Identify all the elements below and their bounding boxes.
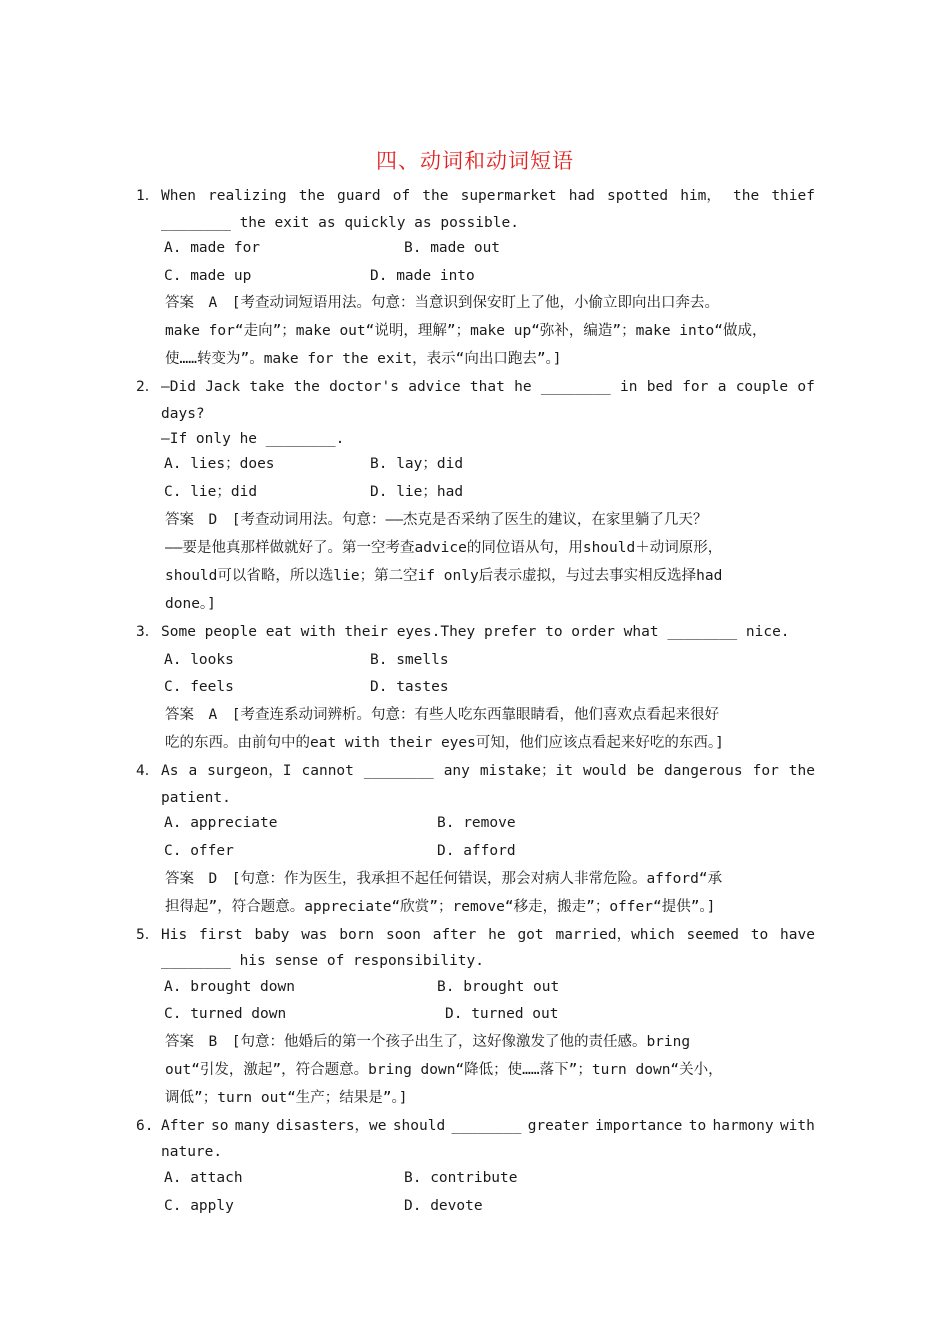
question-stem-continued: —If only he ________.	[161, 431, 345, 447]
option-b: B. lay；did	[370, 456, 464, 472]
stem-word: take	[249, 379, 285, 395]
stem-word: surgeon，I	[207, 763, 292, 779]
stem-word: ________	[540, 379, 611, 395]
stem-word: for	[682, 379, 709, 395]
option-c: C. feels	[164, 679, 234, 695]
stem-word: got	[517, 927, 544, 943]
option-c: C. offer	[164, 843, 234, 859]
answer-explanation: ——要是他真那样做就好了。第一空考查advice的同位语从句，用should＋动词原形，	[165, 540, 723, 556]
question-number: 5．	[136, 927, 160, 943]
option-b: B. remove	[437, 815, 516, 831]
question-stem-continued: ________ his sense of responsibility.	[161, 953, 485, 969]
stem-word: after	[432, 927, 477, 943]
option-d: D. made into	[370, 268, 475, 284]
stem-word: harmony	[712, 1118, 774, 1134]
stem-word: the	[298, 188, 325, 204]
stem-word: As	[161, 763, 179, 779]
stem-word: soon	[385, 927, 421, 943]
option-a: A. brought down	[164, 979, 295, 995]
question-stem	[161, 377, 815, 397]
stem-word: for	[752, 763, 779, 779]
question-number: 1．	[136, 188, 160, 204]
stem-word: thief	[771, 188, 815, 204]
stem-word: first	[199, 927, 243, 943]
stem-word: doctor's	[329, 379, 399, 395]
stem-word: mistake；it	[479, 763, 573, 779]
stem-word: be	[636, 763, 655, 779]
answer-explanation: 使……转变为”。make for the exit，表示“向出口跑去”。]	[165, 351, 562, 367]
stem-word: have	[780, 927, 815, 943]
stem-word: had	[568, 188, 595, 204]
question-stem	[161, 1116, 815, 1136]
option-d: D. turned out	[445, 1006, 559, 1022]
question-stem-continued: ________ the exit as quickly as possible.	[161, 215, 519, 231]
stem-word: so	[210, 1118, 229, 1134]
answer-explanation: 担得起”，符合题意。appreciate“欣赏”；remove“移走，搬走”；offer“提供”。]	[165, 899, 716, 915]
stem-word: bed	[646, 379, 673, 395]
answer-explanation: 吃的东西。由前句中的eat with their eyes可知，他们应该点看起来好吃的东西。]	[165, 735, 724, 751]
question-stem-continued: nature.	[161, 1144, 223, 1160]
stem-word: the	[788, 763, 815, 779]
option-a: A. made for	[164, 240, 261, 256]
option-a: A. looks	[164, 652, 234, 668]
page-title: 四、动词和动词短语	[376, 149, 574, 173]
stem-word: was	[301, 927, 328, 943]
stem-word: ________	[451, 1118, 522, 1134]
stem-word: supermarket	[460, 188, 557, 204]
stem-word: greater	[527, 1118, 589, 1134]
stem-word: a	[717, 379, 727, 395]
option-c: C. apply	[164, 1198, 234, 1214]
question-stem	[161, 761, 815, 781]
question-stem: Some people eat with their eyes.They prefer to order what ________ nice.	[161, 624, 790, 640]
stem-word: Jack	[205, 379, 241, 395]
stem-word: he	[488, 927, 506, 943]
option-d: D. afford	[437, 843, 516, 859]
question-stem-continued: days?	[161, 406, 205, 422]
stem-word: the	[293, 379, 320, 395]
question-stem	[161, 186, 815, 206]
stem-word: to	[750, 927, 769, 943]
stem-word: a	[188, 763, 198, 779]
stem-word: any	[443, 763, 470, 779]
stem-word: would	[582, 763, 627, 779]
stem-word: in	[619, 379, 638, 395]
option-a: A. lies；does	[164, 456, 275, 472]
option-c: C. lie；did	[164, 484, 258, 500]
stem-word: the	[733, 188, 760, 204]
option-a: A. attach	[164, 1170, 243, 1186]
answer-explanation: should可以省略，所以选lie；第二空if only后表示虚拟，与过去事实相反选择had	[165, 568, 723, 584]
stem-word: should	[392, 1118, 446, 1134]
stem-word: disasters，we	[275, 1118, 387, 1134]
option-b: B. made out	[404, 240, 501, 256]
stem-word: guard	[336, 188, 381, 204]
answer-explanation: make for“走向”；make out“说明，理解”；make up“弥补，编造”；make into“做成，	[165, 323, 767, 339]
stem-word: importance	[595, 1118, 683, 1134]
question-number: 3．	[136, 624, 160, 640]
stem-word: of	[392, 188, 411, 204]
question-stem-continued: patient.	[161, 790, 231, 806]
stem-word: he	[514, 379, 532, 395]
answer-explanation: 调低”；turn out“生产；结果是”。]	[165, 1090, 408, 1106]
question-number: 4．	[136, 763, 160, 779]
stem-word: spotted	[607, 188, 669, 204]
stem-word: that	[469, 379, 505, 395]
option-d: D. tastes	[370, 679, 449, 695]
option-b: B. contribute	[404, 1170, 518, 1186]
stem-word: When	[161, 188, 196, 204]
answer-explanation: 答案 D [考查动词用法。句意：——杰克是否采纳了医生的建议，在家里躺了几天？	[165, 512, 708, 528]
stem-word: couple	[735, 379, 789, 395]
question-number: 2．	[136, 379, 160, 395]
stem-word: with	[779, 1118, 815, 1134]
stem-word: married，which	[555, 927, 675, 943]
answer-explanation: 答案 A [考查动词短语用法。句意：当意识到保安盯上了他，小偷立即向出口奔去。	[165, 295, 719, 311]
stem-word: dangerous	[664, 763, 743, 779]
option-a: A. appreciate	[164, 815, 278, 831]
question-stem	[161, 925, 815, 945]
stem-word: His	[161, 927, 188, 943]
stem-word: him，	[680, 188, 721, 204]
stem-word: seemed	[686, 927, 739, 943]
option-d: D. devote	[404, 1198, 483, 1214]
stem-word: to	[688, 1118, 707, 1134]
option-c: C. turned down	[164, 1006, 287, 1022]
option-b: B. brought out	[437, 979, 560, 995]
stem-word: many	[234, 1118, 270, 1134]
stem-word: ________	[363, 763, 434, 779]
answer-explanation: 答案 D [句意：作为医生，我承担不起任何错误，那会对病人非常危险。afford“承	[165, 871, 723, 887]
answer-explanation: 答案 B [句意：他婚后的第一个孩子出生了，这好像激发了他的责任感。bring	[165, 1034, 691, 1050]
stem-word: the	[422, 188, 449, 204]
stem-word: of	[797, 379, 815, 395]
option-d: D. lie；had	[370, 484, 464, 500]
option-c: C. made up	[164, 268, 252, 284]
answer-explanation: out“引发，激起”，符合题意。bring down“降低；使……落下”；turn down“关小，	[165, 1062, 723, 1078]
stem-word: After	[161, 1118, 205, 1134]
stem-word: cannot	[301, 763, 354, 779]
stem-word: advice	[408, 379, 461, 395]
answer-explanation: 答案 A [考查连系动词辨析。句意：有些人吃东西靠眼睛看，他们喜欢点看起来很好	[165, 707, 719, 723]
stem-word: —Did	[161, 379, 196, 395]
question-number: 6.	[136, 1118, 154, 1134]
stem-word: realizing	[208, 188, 287, 204]
stem-word: baby	[254, 927, 290, 943]
option-b: B. smells	[370, 652, 449, 668]
stem-word: born	[339, 927, 375, 943]
answer-explanation: done。]	[165, 596, 216, 612]
